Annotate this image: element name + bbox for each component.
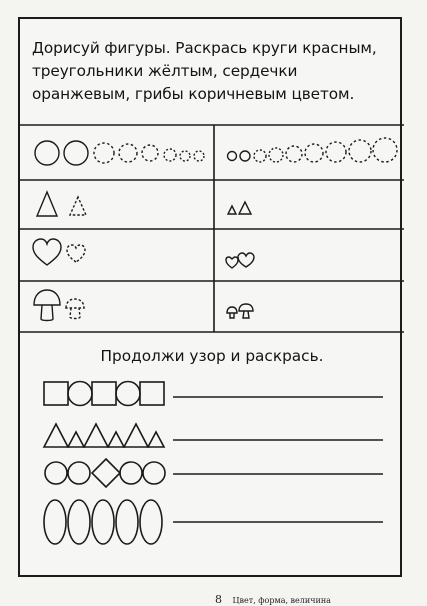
diamond-icon: [92, 459, 120, 487]
task1-instruction: Дорисуй фигуры. Раскрась круги красным, треугольники жёлтым, сердечки оранжевым, грибы коричневым цветом.: [32, 39, 377, 103]
pattern-row-1: [44, 382, 383, 406]
circle-icon: [45, 462, 67, 484]
pattern-area: [20, 19, 404, 579]
triangle-icon: [44, 424, 68, 447]
triangle-icon: [108, 432, 124, 447]
pattern-row-2: [44, 424, 383, 447]
pattern-row-3: [45, 459, 383, 487]
circle-icon: [120, 462, 142, 484]
circle-icon: [143, 462, 165, 484]
square-icon: [92, 382, 116, 405]
triangle-icon: [148, 432, 164, 447]
footer-caption: Цвет, форма, величина: [232, 596, 331, 605]
triangle-icon: [84, 424, 108, 447]
circle-icon: [68, 462, 90, 484]
worksheet-frame: [18, 17, 402, 577]
square-icon: [44, 382, 68, 405]
ellipse-icon: [68, 500, 90, 544]
square-icon: [140, 382, 164, 405]
pattern-row-4: [44, 500, 383, 544]
triangle-icon: [68, 432, 84, 447]
circle-icon: [116, 382, 140, 406]
page-footer: [215, 593, 331, 606]
ellipse-icon: [116, 500, 138, 544]
ellipse-icon: [140, 500, 162, 544]
task2-title: Продолжи узор и раскрась.: [100, 347, 324, 365]
page-number: 8: [215, 593, 222, 606]
ellipse-icon: [44, 500, 66, 544]
triangle-icon: [124, 424, 148, 447]
circle-icon: [68, 382, 92, 406]
ellipse-icon: [92, 500, 114, 544]
